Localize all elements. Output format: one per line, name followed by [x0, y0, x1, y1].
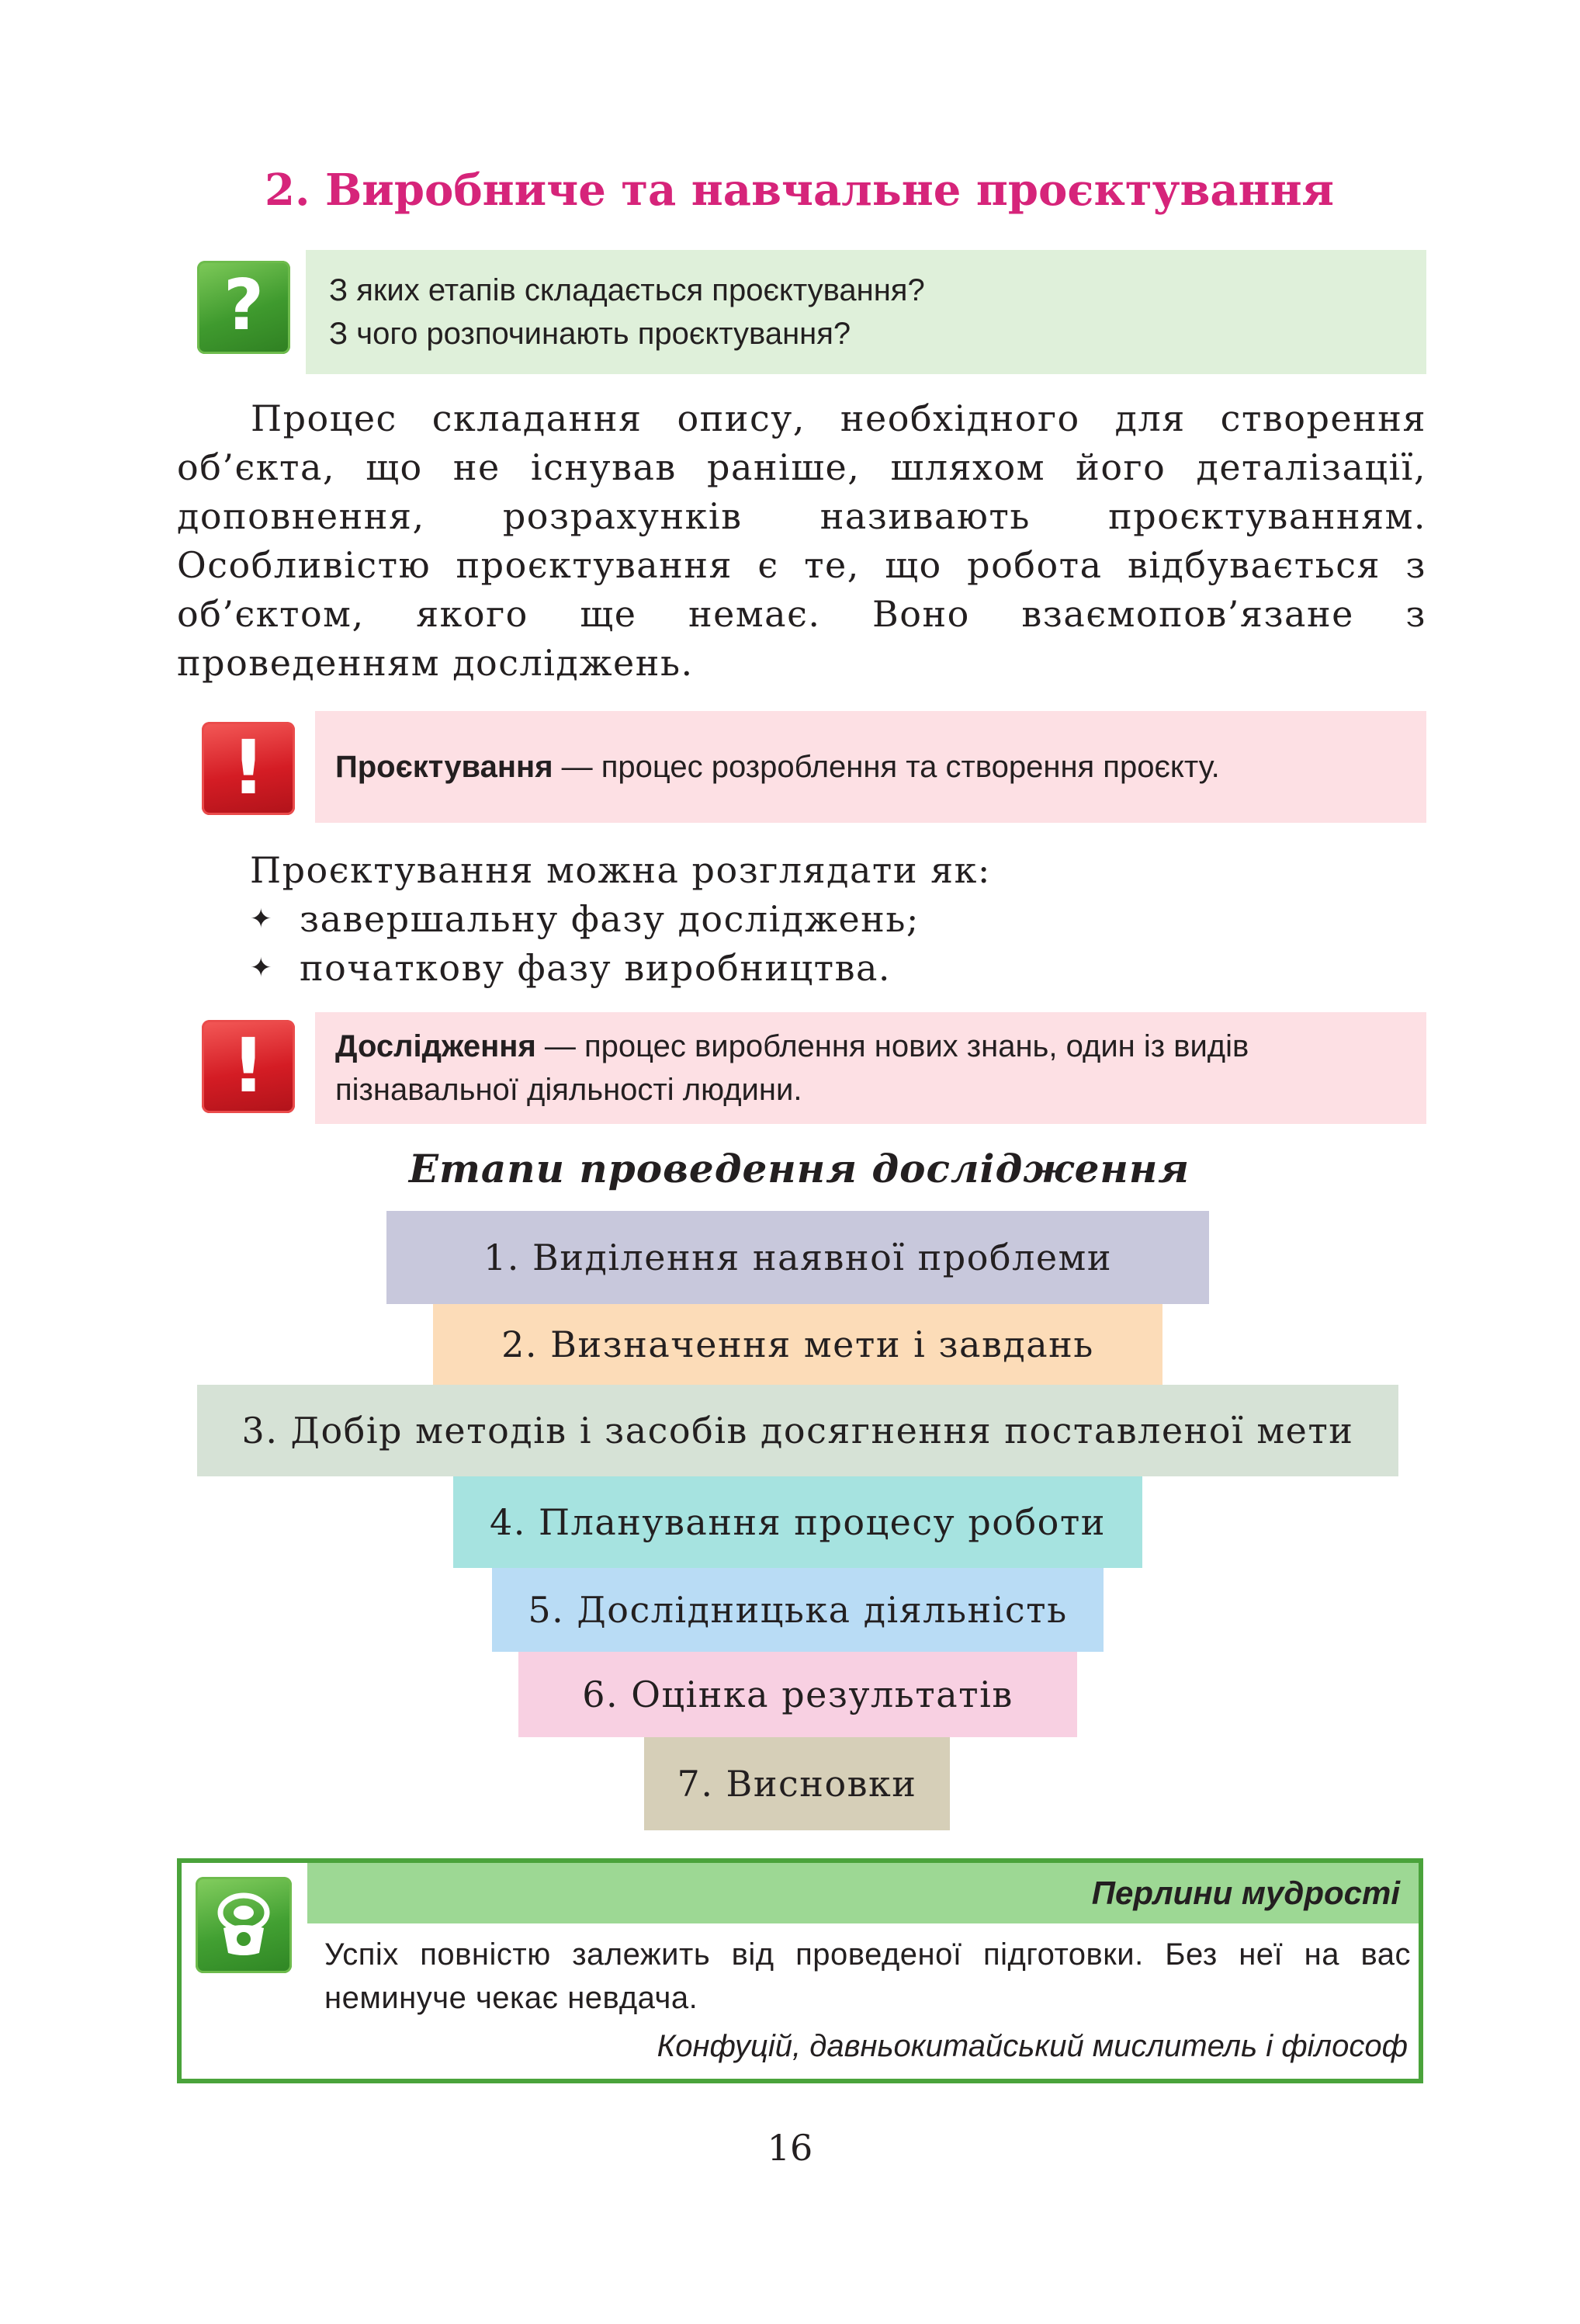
question-1: З яких етапів складається проєктування?: [329, 273, 925, 307]
bullet-list: [250, 895, 1414, 993]
section-title: 2. Виробниче та навчальне проєктування: [265, 165, 1334, 216]
wisdom-author: Конфуцій, давньокитайський мислитель і філософ: [657, 2029, 1408, 2063]
wisdom-quote: Успіх повністю залежить від проведеної підготовки. Без неї на вас неминуче чекає невдача.: [324, 1937, 1411, 2015]
stage-box: 1. Виділення наявної проблеми: [386, 1211, 1209, 1304]
definition-design: [315, 711, 1426, 823]
stage-box: 7. Висновки: [644, 1737, 950, 1830]
page-number: 16: [767, 2127, 813, 2169]
wisdom-heading: Перлини мудрості: [307, 1863, 1419, 1923]
wisdom-pearl-icon: [196, 1877, 292, 1973]
definition-term: Проєктування: [335, 750, 553, 784]
list-intro: Проєктування можна розглядати як:: [250, 849, 991, 891]
stage-box: 4. Планування процесу роботи: [453, 1476, 1142, 1568]
list-item: ✦ початкову фазу виробництва.: [250, 944, 1414, 993]
list-item: ✦ завершальну фазу досліджень;: [250, 895, 1414, 944]
definition-text: — процес вироблення нових знань, один із видів пізнавальної діяльності людини.: [335, 1029, 1249, 1107]
exclamation-icon: !: [202, 722, 295, 815]
star-bullet-icon: ✦: [250, 952, 273, 983]
question-icon: ?: [197, 261, 290, 354]
stages-title: Етапи проведення дослідження: [408, 1146, 1190, 1191]
definition-term: Дослідження: [335, 1029, 536, 1063]
stage-box: 2. Визначення мети і завдань: [433, 1304, 1162, 1385]
question-2: З чого розпочинають проєктування?: [329, 317, 851, 351]
main-paragraph: Процес складання опису, необхідного для створення об’єкта, що не існував раніше, шляхом його деталізації, доповнення, розрахунків називають проєктуванням. Особливістю проєктування є те, що робота відбувається з об’єктом, якого ще немає. Воно взаємопов’язане з проведенням досліджень.: [177, 397, 1426, 684]
questions-box: [306, 250, 1426, 374]
stage-box: 3. Добір методів і засобів досягнення поставленої мети: [197, 1385, 1398, 1476]
exclamation-icon: !: [202, 1020, 295, 1113]
star-bullet-icon: ✦: [250, 904, 273, 935]
definition-text: — процес розроблення та створення проєкту.: [553, 750, 1220, 784]
stage-box: 6. Оцінка результатів: [518, 1652, 1077, 1737]
definition-research: [315, 1012, 1426, 1124]
stage-box: 5. Дослідницька діяльність: [492, 1568, 1104, 1652]
